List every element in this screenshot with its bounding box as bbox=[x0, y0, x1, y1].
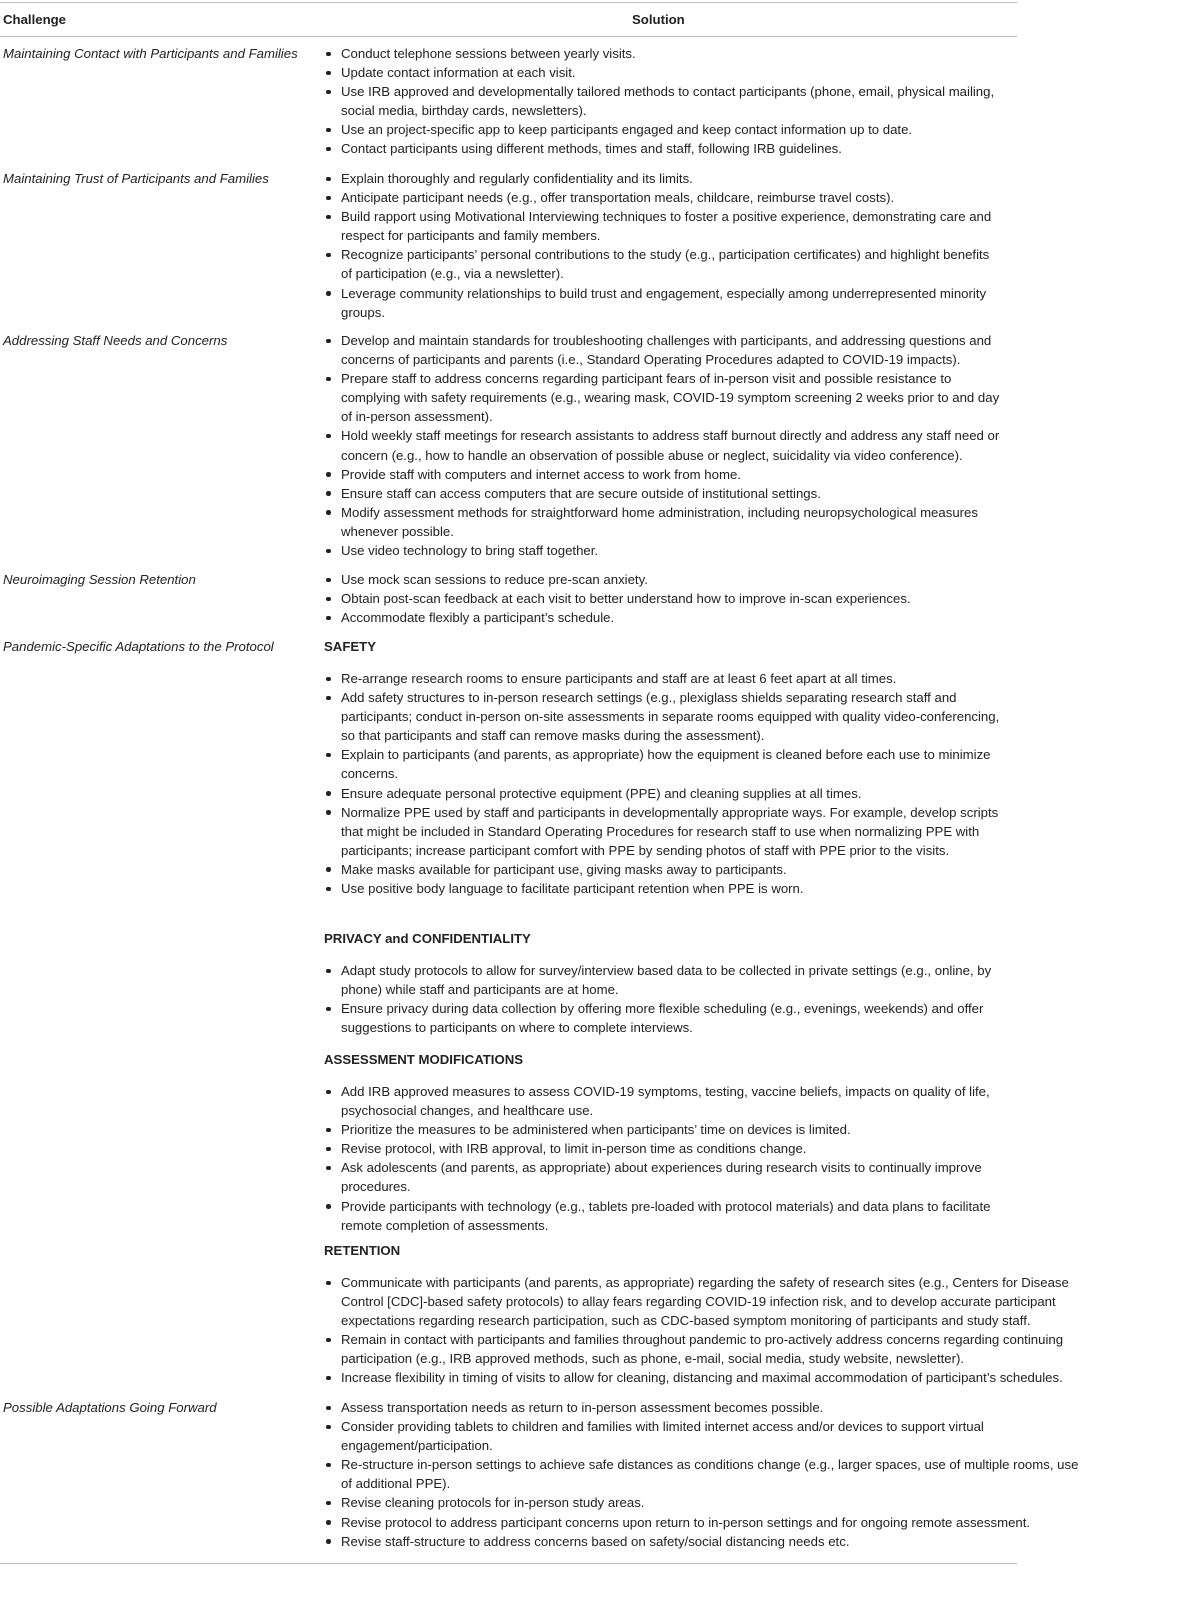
section-heading-privacy: PRIVACY and CONFIDENTIALITY bbox=[324, 931, 531, 946]
solution-item: Use positive body language to facilitate participant retention when PPE is worn. bbox=[322, 879, 1000, 898]
solution-item: Ensure staff can access computers that are secure outside of institutional settings. bbox=[322, 484, 1000, 503]
solution-item: Assess transportation needs as return to in-person assessment becomes possible. bbox=[322, 1398, 1082, 1417]
solution-item: Ensure privacy during data collection by offering more flexible scheduling (e.g., evenings, weekends) and offer suggestions to participants on where to complete interviews. bbox=[322, 999, 1000, 1037]
solution-item: Prepare staff to address concerns regarding participant fears of in-person visit and possible resistance to complying with safety requirements (e.g., wearing mask, COVID-19 symptom screening 2 weeks prior to and day of in-person assessment). bbox=[322, 369, 1000, 426]
section-heading-safety: SAFETY bbox=[324, 639, 377, 654]
header-rule bbox=[0, 36, 1017, 37]
challenge-label: Possible Adaptations Going Forward bbox=[3, 1400, 217, 1415]
solution-item: Adapt study protocols to allow for survey/interview based data to be collected in private settings (e.g., online, by phone) while staff and participants are at home. bbox=[322, 961, 1000, 999]
solution-item: Use IRB approved and developmentally tailored methods to contact participants (phone, email, physical mailing, social media, birthday cards, newsletters). bbox=[322, 82, 1000, 120]
solution-list bbox=[322, 44, 1000, 159]
solution-item: Communicate with participants (and parents, as appropriate) regarding the safety of research sites (e.g., Centers for Disease Control [CDC]-based safety protocols) to allay fears regarding COVID-19 infection risk, and to develop accurate participant expectations regarding research participation, such as CDC-based symptom monitoring of participants and study staff. bbox=[322, 1273, 1082, 1330]
solution-item: Revise protocol, with IRB approval, to limit in-person time as conditions change. bbox=[322, 1139, 1000, 1158]
solution-item: Develop and maintain standards for troubleshooting challenges with participants, and addressing questions and concerns of participants and parents (i.e., Standard Operating Procedures adapted to COVID-19 impacts). bbox=[322, 331, 1000, 369]
solution-list bbox=[322, 961, 1000, 1037]
solution-item: Conduct telephone sessions between yearly visits. bbox=[322, 44, 1000, 63]
challenge-label: Addressing Staff Needs and Concerns bbox=[3, 333, 228, 348]
solution-item: Use mock scan sessions to reduce pre-scan anxiety. bbox=[322, 570, 1000, 589]
section-heading-retention: RETENTION bbox=[324, 1243, 401, 1258]
challenge-label: Neuroimaging Session Retention bbox=[3, 572, 196, 587]
header-challenge: Challenge bbox=[3, 12, 67, 27]
solution-item: Explain to participants (and parents, as appropriate) how the equipment is cleaned before each use to minimize concerns. bbox=[322, 745, 1000, 783]
solution-item: Recognize participants’ personal contributions to the study (e.g., participation certificates) and highlight benefits of participation (e.g., via a newsletter). bbox=[322, 245, 1000, 283]
section-heading-assessment: ASSESSMENT MODIFICATIONS bbox=[324, 1052, 524, 1067]
solution-item: Provide staff with computers and internet access to work from home. bbox=[322, 465, 1000, 484]
solution-item: Obtain post-scan feedback at each visit to better understand how to improve in-scan experiences. bbox=[322, 589, 1000, 608]
solution-item: Accommodate flexibly a participant’s schedule. bbox=[322, 608, 1000, 627]
solution-list bbox=[322, 669, 1000, 898]
solution-item: Use an project-specific app to keep participants engaged and keep contact information up to date. bbox=[322, 120, 1000, 139]
solution-list bbox=[322, 1398, 1082, 1551]
solution-item: Add IRB approved measures to assess COVID-19 symptoms, testing, vaccine beliefs, impacts on quality of life, psychosocial changes, and healthcare use. bbox=[322, 1082, 1000, 1120]
solution-list bbox=[322, 570, 1000, 627]
solution-list bbox=[322, 169, 1000, 322]
top-rule bbox=[0, 2, 1017, 3]
solution-list bbox=[322, 331, 1000, 560]
solution-item: Use video technology to bring staff together. bbox=[322, 541, 1000, 560]
solution-item: Update contact information at each visit. bbox=[322, 63, 1000, 82]
solution-item: Consider providing tablets to children and families with limited internet access and/or devices to support virtual engagement/participation. bbox=[322, 1417, 1082, 1455]
challenge-label: Maintaining Contact with Participants and Families bbox=[3, 46, 298, 61]
solution-item: Re-arrange research rooms to ensure participants and staff are at least 6 feet apart at all times. bbox=[322, 669, 1000, 688]
challenge-label: Pandemic-Specific Adaptations to the Protocol bbox=[3, 639, 274, 654]
solution-item: Ask adolescents (and parents, as appropriate) about experiences during research visits to continually improve procedures. bbox=[322, 1158, 1000, 1196]
solution-item: Prioritize the measures to be administered when participants’ time on devices is limited. bbox=[322, 1120, 1000, 1139]
solution-item: Increase flexibility in timing of visits to allow for cleaning, distancing and maximal accommodation of participant’s schedules. bbox=[322, 1368, 1082, 1387]
solution-item: Explain thoroughly and regularly confidentiality and its limits. bbox=[322, 169, 1000, 188]
solution-item: Modify assessment methods for straightforward home administration, including neuropsychological measures whenever possible. bbox=[322, 503, 1000, 541]
challenge-label: Maintaining Trust of Participants and Families bbox=[3, 171, 269, 186]
bottom-rule bbox=[0, 1563, 1017, 1564]
solution-item: Make masks available for participant use, giving masks away to participants. bbox=[322, 860, 1000, 879]
solution-item: Normalize PPE used by staff and participants in developmentally appropriate ways. For example, develop scripts that might be included in Standard Operating Procedures for research staff to use when normalizing PPE with participants; increase participant comfort with PPE by sending photos of staff with PPE prior to the visits. bbox=[322, 803, 1000, 860]
solution-item: Build rapport using Motivational Interviewing techniques to foster a positive experience, demonstrating care and respect for participants and family members. bbox=[322, 207, 1000, 245]
solution-item: Remain in contact with participants and families throughout pandemic to pro-actively address concerns regarding continuing participation (e.g., IRB approved methods, such as phone, e-mail, social media, study website, newsletter). bbox=[322, 1330, 1082, 1368]
header-solution: Solution bbox=[632, 12, 685, 27]
solution-item: Re-structure in-person settings to achieve safe distances as conditions change (e.g., larger spaces, use of multiple rooms, use of additional PPE). bbox=[322, 1455, 1082, 1493]
solution-item: Revise protocol to address participant concerns upon return to in-person settings and for ongoing remote assessment. bbox=[322, 1513, 1082, 1532]
solution-item: Add safety structures to in-person research settings (e.g., plexiglass shields separating research staff and participants; conduct in-person on-site assessments in separate rooms equipped with quality video-conferencing, so that participants and staff can remove masks during the assessment). bbox=[322, 688, 1000, 745]
solution-item: Hold weekly staff meetings for research assistants to address staff burnout directly and address any staff need or concern (e.g., how to handle an observation of possible abuse or neglect, suicidality via video conference). bbox=[322, 426, 1000, 464]
solution-list bbox=[322, 1082, 1000, 1235]
solution-item: Contact participants using different methods, times and staff, following IRB guidelines. bbox=[322, 139, 1000, 158]
solution-item: Provide participants with technology (e.g., tablets pre-loaded with protocol materials) and data plans to facilitate remote completion of assessments. bbox=[322, 1197, 1000, 1235]
solution-item: Revise staff-structure to address concerns based on safety/social distancing needs etc. bbox=[322, 1532, 1082, 1551]
solution-item: Revise cleaning protocols for in-person study areas. bbox=[322, 1493, 1082, 1512]
solution-item: Leverage community relationships to build trust and engagement, especially among underrepresented minority groups. bbox=[322, 284, 1000, 322]
solution-item: Ensure adequate personal protective equipment (PPE) and cleaning supplies at all times. bbox=[322, 784, 1000, 803]
solution-list bbox=[322, 1273, 1082, 1388]
solution-item: Anticipate participant needs (e.g., offer transportation meals, childcare, reimburse travel costs). bbox=[322, 188, 1000, 207]
